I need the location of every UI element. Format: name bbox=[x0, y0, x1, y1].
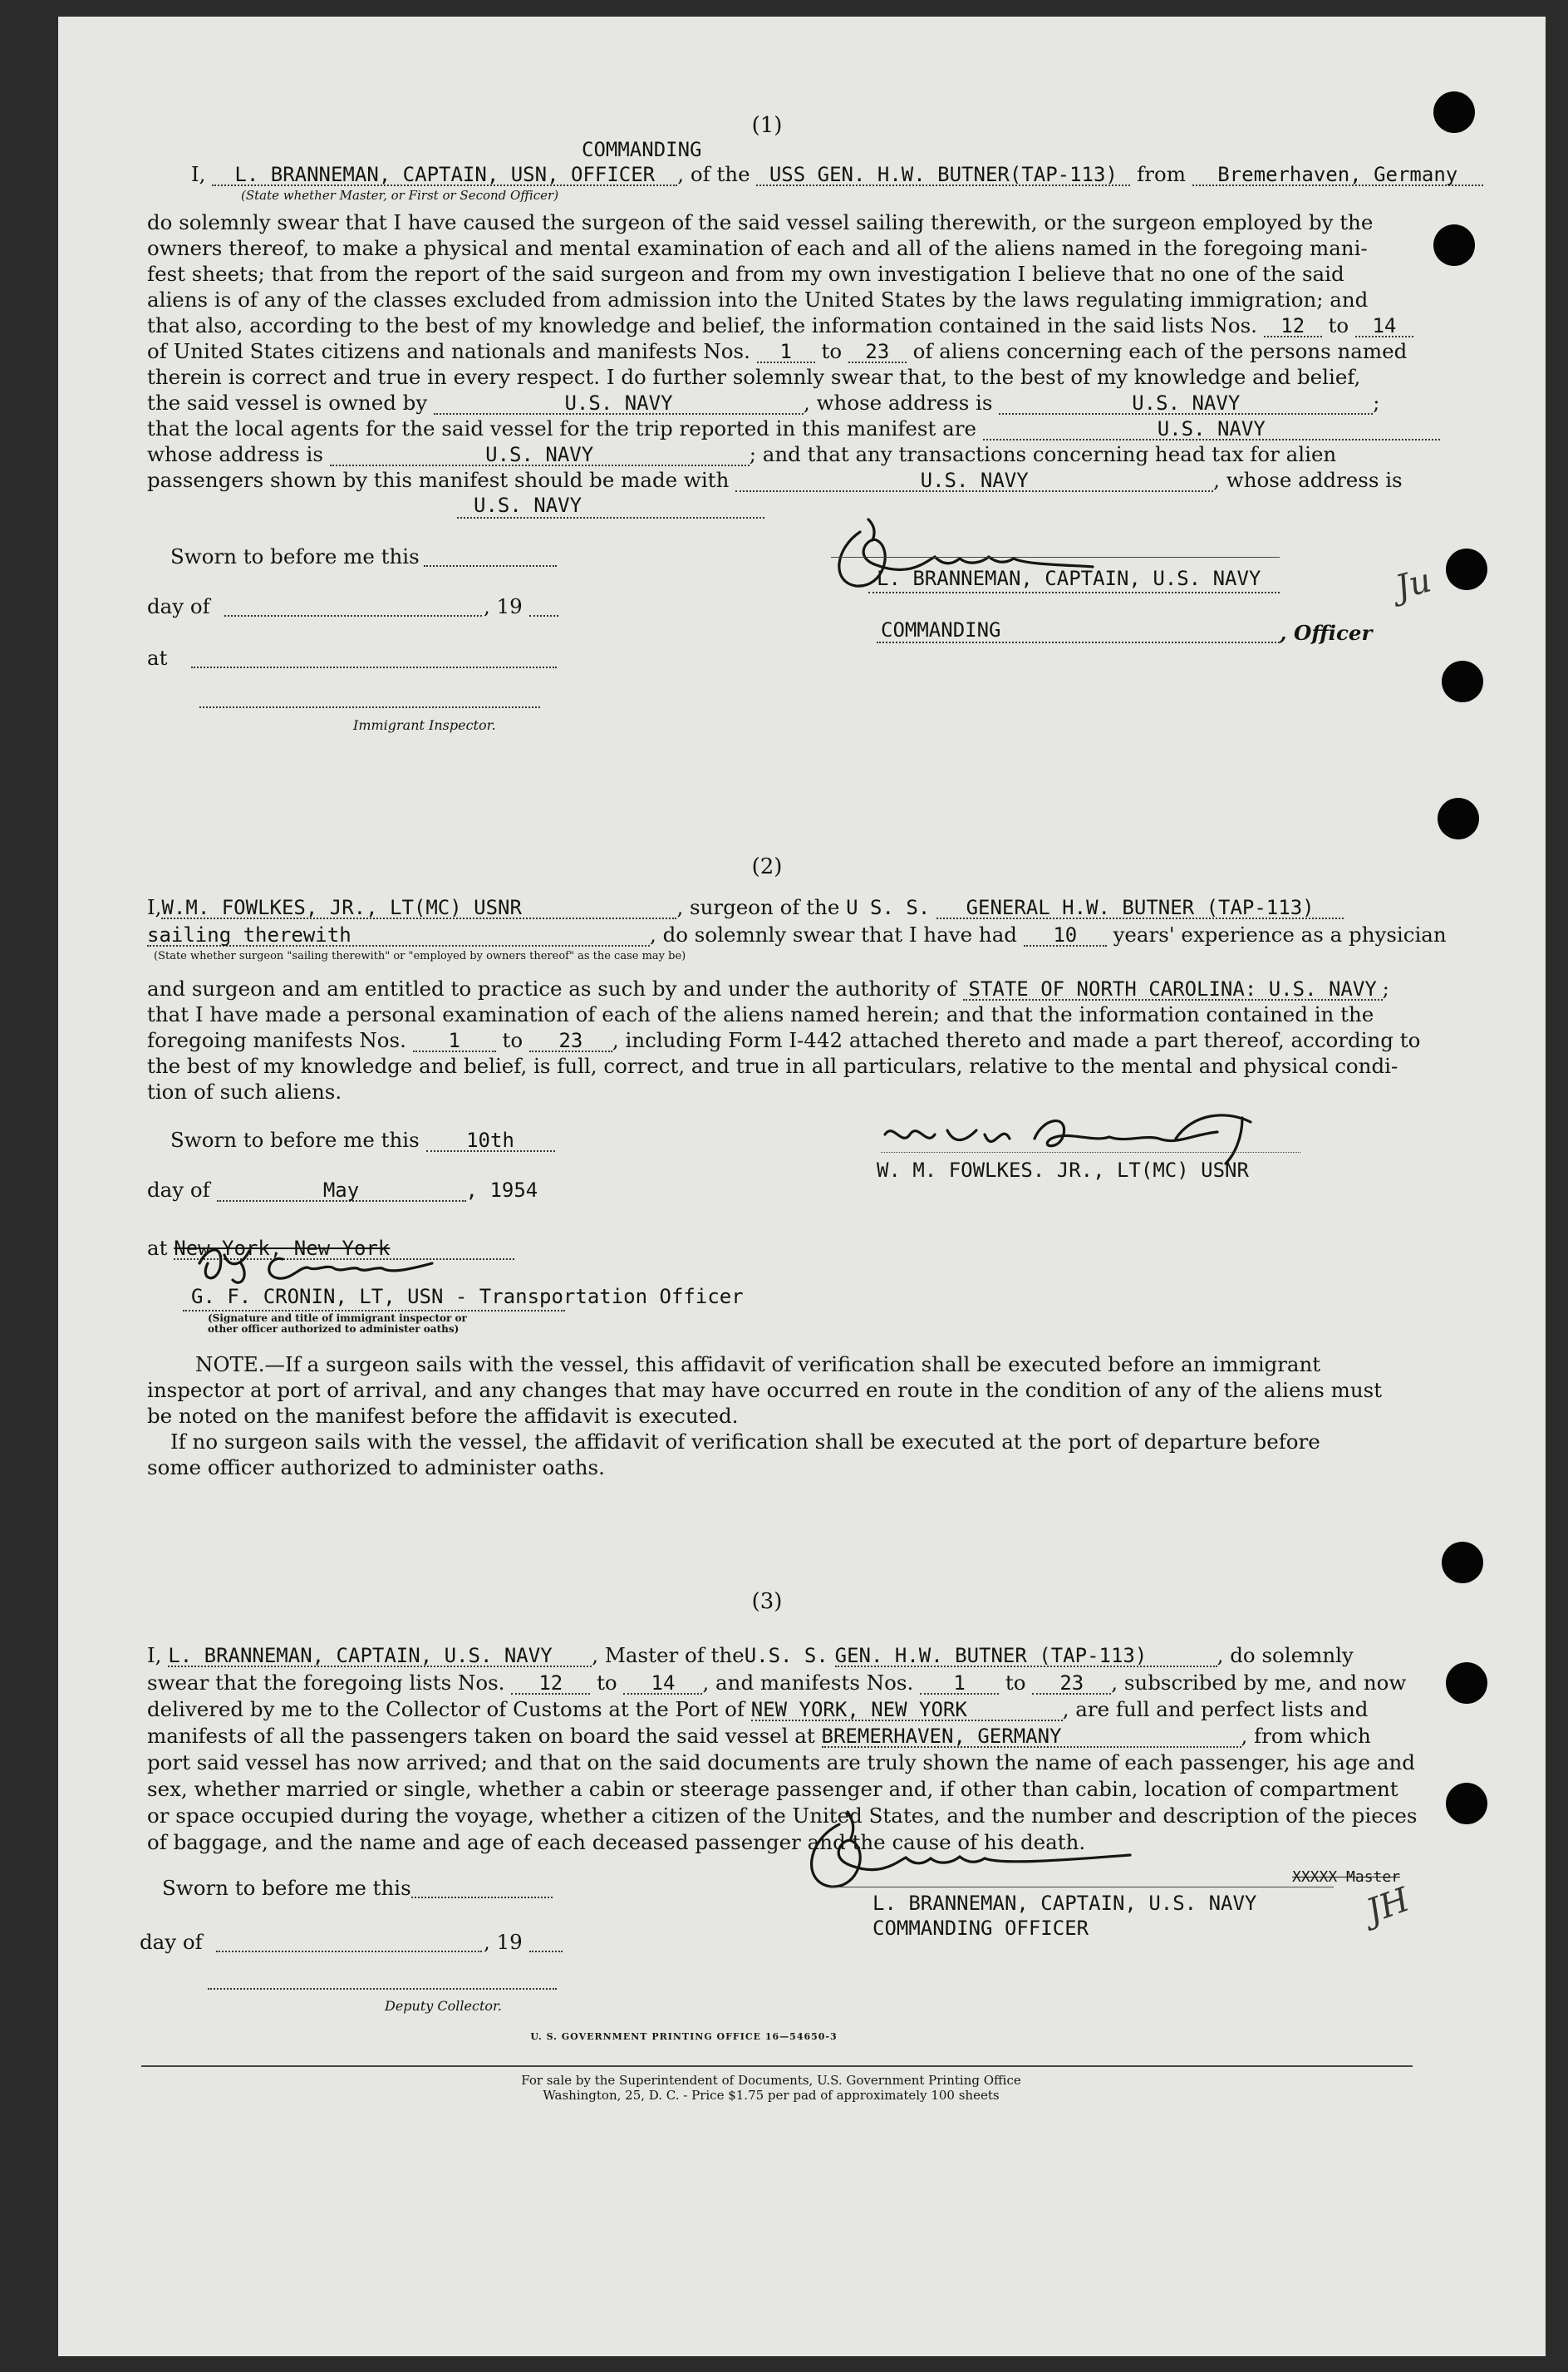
s3-line-4 bbox=[147, 1726, 1371, 1748]
surgeon-capacity-field: sailing therewith bbox=[147, 925, 650, 947]
s1-owned-by: the said vessel is owned by bbox=[147, 391, 428, 415]
headtax-address-field: U.S. NAVY bbox=[474, 494, 582, 517]
s1-from: from bbox=[1137, 162, 1186, 186]
s1-at-label: at bbox=[147, 646, 168, 670]
list-to-field: 14 bbox=[1355, 316, 1413, 337]
headtax-address-line bbox=[457, 517, 764, 519]
binder-hole bbox=[1433, 224, 1475, 266]
s2-day-row bbox=[147, 1180, 538, 1202]
s1-passengers-text: passengers shown by this manifest should be made with bbox=[147, 468, 730, 492]
s3-collector-label: Deputy Collector. bbox=[385, 1998, 502, 2014]
s3-line-7: or space occupied during the voyage, whether a citizen of the United States, and the number and description of the pieces bbox=[147, 1804, 1418, 1828]
s2-manifest-from-field: 1 bbox=[413, 1031, 496, 1052]
binder-hole bbox=[1446, 1662, 1487, 1704]
s3-lists-label: swear that the foregoing lists Nos. bbox=[147, 1671, 505, 1695]
s1-text-l10 bbox=[147, 442, 1337, 466]
s2-years-text: years' experience as a physician bbox=[1113, 923, 1447, 947]
s1-whose-address: , whose address is bbox=[804, 391, 993, 415]
s3-taken-on-board-text: manifests of all the passengers taken on board the said vessel at bbox=[147, 1724, 815, 1748]
binder-hole bbox=[1446, 1783, 1487, 1824]
section-2-number: (2) bbox=[751, 854, 783, 879]
binder-hole bbox=[1433, 91, 1475, 133]
s3-line-2 bbox=[147, 1673, 1406, 1695]
s3-to-1: to bbox=[597, 1671, 617, 1695]
s3-manifests-label: , and manifests Nos. bbox=[702, 1671, 914, 1695]
s1-to-1: to bbox=[1328, 313, 1349, 337]
gpo-code: U. S. GOVERNMENT PRINTING OFFICE 16—54650-3 bbox=[530, 2031, 838, 2042]
master-name-field: L. BRANNEMAN, CAPTAIN, USN, OFFICER bbox=[212, 165, 677, 186]
s2-vessel-field: GENERAL H.W. BUTNER (TAP-113) bbox=[936, 898, 1344, 919]
s1-signer-underline bbox=[868, 592, 1280, 593]
s2-authority-text: and surgeon and am entitled to practice as such by and under the authority of bbox=[147, 977, 956, 1001]
s3-line-3 bbox=[147, 1697, 1369, 1721]
sworn-day-field: 10th bbox=[426, 1130, 555, 1152]
s1-year-label: , 19 bbox=[484, 594, 523, 618]
s2-line-1 bbox=[147, 895, 1344, 919]
owner-address-field: U.S. NAVY bbox=[999, 393, 1373, 415]
section-3-number: (3) bbox=[751, 1589, 783, 1614]
s3-ss: U.S. S. bbox=[744, 1644, 828, 1667]
s2-officer-note: (Signature and title of immigrant inspector or other officer authorized to administer oaths) bbox=[208, 1312, 467, 1336]
s3-collector-line bbox=[208, 1988, 557, 1990]
s1-day-line bbox=[224, 615, 482, 617]
s3-from-which: , from which bbox=[1241, 1724, 1371, 1748]
s3-delivered-text: delivered by me to the Collector of Customs at the Port of bbox=[147, 1697, 745, 1721]
s3-list-from-field: 12 bbox=[511, 1673, 590, 1695]
s2-manifests-label: foregoing manifests Nos. bbox=[147, 1028, 406, 1052]
s1-agents-address-label: whose address is bbox=[147, 442, 323, 466]
departure-port-field: BREMERHAVEN, GERMANY bbox=[822, 1726, 1241, 1748]
s3-sworn-line bbox=[411, 1897, 553, 1898]
s2-sworn-label: Sworn to before me this bbox=[170, 1128, 420, 1152]
arrival-port-field: NEW YORK, NEW YORK bbox=[751, 1700, 1063, 1721]
binder-hole bbox=[1442, 1542, 1483, 1583]
s1-text-l9 bbox=[147, 416, 1440, 440]
s1-day-label: day of bbox=[147, 594, 210, 618]
s2-note-l1: NOTE.—If a surgeon sails with the vessel, this affidavit of verification shall be executed before an immigrant bbox=[195, 1352, 1321, 1376]
s2-form-text: , including Form I-442 attached thereto and made a part thereof, according to bbox=[612, 1028, 1421, 1052]
s2-to: to bbox=[502, 1028, 523, 1052]
s1-line-1 bbox=[191, 162, 1483, 186]
binder-hole bbox=[1446, 549, 1487, 590]
agents-field: U.S. NAVY bbox=[983, 419, 1440, 440]
s2-ss: U S. S. bbox=[846, 896, 931, 919]
s1-master-note: (State whether Master, or First or Second Officer) bbox=[241, 188, 559, 203]
s1-signature-line bbox=[831, 557, 1280, 558]
agents-address-field: U.S. NAVY bbox=[330, 445, 750, 466]
sworn-month-field: May bbox=[217, 1180, 466, 1202]
s1-text-l5 bbox=[147, 313, 1413, 337]
manifest-affidavit-page bbox=[58, 17, 1546, 2356]
s2-signature-line bbox=[881, 1152, 1300, 1153]
surgeon-name-field: W.M. FOWLKES, JR., LT(MC) USNR bbox=[161, 898, 676, 919]
margin-mark-2: JH bbox=[1361, 1880, 1415, 1932]
years-experience-field: 10 bbox=[1024, 925, 1107, 947]
s1-text-l4: aliens is of any of the classes excluded from admission into the United States by the laws regulating immigration; and bbox=[147, 288, 1369, 312]
s1-semicolon: ; bbox=[1373, 391, 1380, 415]
s1-title-line bbox=[877, 642, 1280, 643]
s2-note-l2: inspector at port of arrival, and any changes that may have occurred en route in the condition of any of the aliens must bbox=[147, 1378, 1383, 1402]
s1-text-l3: fest sheets; that from the report of the said surgeon and from my own investigation I believe that no one of the said bbox=[147, 262, 1344, 286]
binder-hole bbox=[1442, 661, 1483, 702]
s2-surgeon-of: , surgeon of the bbox=[676, 895, 840, 919]
s1-text-l2: owners thereof, to make a physical and mental examination of each and all of the aliens named in the foregoing mani- bbox=[147, 236, 1368, 260]
s1-intro: I, bbox=[191, 162, 206, 186]
s3-vessel-field: GEN. H.W. BUTNER (TAP-113) bbox=[835, 1646, 1217, 1667]
s3-year-line bbox=[529, 1951, 563, 1952]
s1-officer-label: , Officer bbox=[1280, 621, 1373, 645]
s1-text-l7: therein is correct and true in every respect. I do further solemnly swear that, to the best of my knowledge and belief, bbox=[147, 365, 1361, 389]
s1-inspector-label: Immigrant Inspector. bbox=[353, 717, 496, 733]
branneman-signature-2 bbox=[789, 1812, 1138, 1903]
s2-line-2 bbox=[147, 925, 1447, 947]
s3-manifest-from-field: 1 bbox=[920, 1673, 999, 1695]
s3-solemnly: , do solemnly bbox=[1217, 1643, 1354, 1667]
sworn-year: , 1954 bbox=[465, 1179, 538, 1202]
manifest-to-field: 23 bbox=[848, 342, 907, 363]
s1-signer-name: L. BRANNEMAN, CAPTAIN, U.S. NAVY bbox=[877, 567, 1261, 590]
s2-signer-name: W. M. FOWLKES. JR., LT(MC) USNR bbox=[877, 1159, 1249, 1182]
s1-sworn-line bbox=[424, 565, 557, 567]
s3-line-5: port said vessel has now arrived; and that on the said documents are truly shown the name of each passenger, his age and bbox=[147, 1750, 1415, 1774]
s2-line-3 bbox=[147, 979, 1389, 1001]
s1-signer-title: COMMANDING bbox=[881, 618, 1001, 642]
s2-swear-had: , do solemnly swear that I have had bbox=[650, 923, 1017, 947]
vessel-name-field: USS GEN. H.W. BUTNER(TAP-113) bbox=[756, 165, 1130, 186]
s3-master-label: XXXXX Master bbox=[1292, 1868, 1401, 1886]
s1-l6a-text: of United States citizens and nationals and manifests Nos. bbox=[147, 339, 750, 363]
s1-agents-text: that the local agents for the said vessel for the trip reported in this manifest are bbox=[147, 416, 976, 440]
headtax-party-field: U.S. NAVY bbox=[735, 470, 1213, 492]
s2-capacity-note: (State whether surgeon "sailing therewith" or "employed by owners thereof" as the case may be) bbox=[154, 950, 686, 962]
sworn-place-field: New York, New York bbox=[174, 1238, 514, 1260]
s2-manifest-to-field: 23 bbox=[529, 1031, 612, 1052]
footer-sale-l2: Washington, 25, D. C. - Price $1.75 per pad of approximately 100 sheets bbox=[543, 2088, 1000, 2103]
s1-headtax-text: ; and that any transactions concerning head tax for alien bbox=[749, 442, 1337, 466]
s1-ofthe: , of the bbox=[677, 162, 750, 186]
s2-sworn-row bbox=[170, 1130, 555, 1152]
owner-field: U.S. NAVY bbox=[434, 393, 804, 415]
s1-l5-text: that also, according to the best of my knowledge and belief, the information contained in the said lists Nos. bbox=[147, 313, 1257, 337]
list-from-field: 12 bbox=[1264, 316, 1322, 337]
section-1-number: (1) bbox=[751, 113, 783, 138]
margin-mark-1: Ju bbox=[1391, 561, 1436, 608]
transportation-officer-line: G. F. CRONIN, LT, USN - Transportation Officer bbox=[191, 1285, 744, 1308]
s2-note-l3: be noted on the manifest before the affidavit is executed. bbox=[147, 1404, 739, 1428]
s1-text-l11 bbox=[147, 470, 1403, 492]
s3-line-1 bbox=[147, 1643, 1354, 1667]
s3-day-line bbox=[216, 1951, 482, 1952]
footer-sale-l1: For sale by the Superintendent of Documents, U.S. Government Printing Office bbox=[521, 2073, 1021, 2088]
s1-text-l1: do solemnly swear that I have caused the surgeon of the said vessel sailing therewith, or the surgeon employed by the bbox=[147, 210, 1374, 234]
s1-l6b-text: of aliens concerning each of the persons named bbox=[912, 339, 1408, 363]
s3-year-label: , 19 bbox=[484, 1930, 523, 1954]
s3-intro: I, bbox=[147, 1643, 162, 1667]
s2-note-l4: If no surgeon sails with the vessel, the affidavit of verification shall be executed at the port of departure before bbox=[170, 1430, 1320, 1454]
s1-whose-address-2: , whose address is bbox=[1213, 468, 1403, 492]
s2-at-label: at bbox=[147, 1236, 168, 1260]
s3-master-of: , Master of the bbox=[592, 1643, 745, 1667]
s3-line-8: of baggage, and the name and age of each deceased passenger and the cause of his death. bbox=[147, 1830, 1086, 1854]
s3-subscribed-text: , subscribed by me, and now bbox=[1111, 1671, 1407, 1695]
s1-year-line bbox=[529, 615, 558, 617]
s1-text-l6 bbox=[147, 339, 1408, 363]
s2-line-6: the best of my knowledge and belief, is full, correct, and true in all particulars, relative to the mental and physical condi- bbox=[147, 1054, 1398, 1078]
s2-note-l5: some officer authorized to administer oaths. bbox=[147, 1455, 605, 1479]
s3-full-lists-text: , are full and perfect lists and bbox=[1062, 1697, 1369, 1721]
s2-semicolon: ; bbox=[1382, 977, 1389, 1001]
s3-signer-title: COMMANDING OFFICER bbox=[872, 1917, 1089, 1940]
s3-day-label: day of bbox=[140, 1930, 203, 1954]
authority-field: STATE OF NORTH CAROLINA: U.S. NAVY bbox=[963, 979, 1383, 1001]
s1-inspector-line bbox=[199, 706, 540, 708]
s2-line-4: that I have made a personal examination of each of the aliens named herein; and that the information contained in the bbox=[147, 1002, 1374, 1026]
s1-sworn-label: Sworn to before me this bbox=[170, 544, 420, 568]
manifest-from-field: 1 bbox=[757, 342, 815, 363]
s3-signer-name: L. BRANNEMAN, CAPTAIN, U.S. NAVY bbox=[872, 1892, 1257, 1915]
fowlkes-signature bbox=[877, 1105, 1300, 1164]
s2-day-label: day of bbox=[147, 1178, 210, 1202]
s2-officer-line bbox=[183, 1310, 565, 1311]
s3-manifest-to-field: 23 bbox=[1032, 1673, 1111, 1695]
s2-line-7: tion of such aliens. bbox=[147, 1080, 342, 1104]
s1-text-l8 bbox=[147, 393, 1380, 415]
s3-list-to-field: 14 bbox=[623, 1673, 702, 1695]
s3-line-6: sex, whether married or single, whether a cabin or steerage passenger and, if other than cabin, location of compartment bbox=[147, 1777, 1398, 1801]
s3-sworn-label: Sworn to before me this bbox=[162, 1876, 411, 1900]
s2-intro: I, bbox=[147, 895, 162, 919]
binder-hole bbox=[1438, 798, 1479, 839]
s1-at-line bbox=[191, 667, 557, 668]
s2-line-5 bbox=[147, 1028, 1421, 1052]
footer-rule bbox=[141, 2065, 1413, 2067]
s3-master-name-field: L. BRANNEMAN, CAPTAIN, U.S. NAVY bbox=[168, 1646, 592, 1667]
capacity-handwritten: COMMANDING bbox=[582, 138, 702, 161]
s1-to-2: to bbox=[821, 339, 843, 363]
origin-port-field: Bremerhaven, Germany bbox=[1192, 165, 1483, 186]
s3-to-2: to bbox=[1005, 1671, 1026, 1695]
